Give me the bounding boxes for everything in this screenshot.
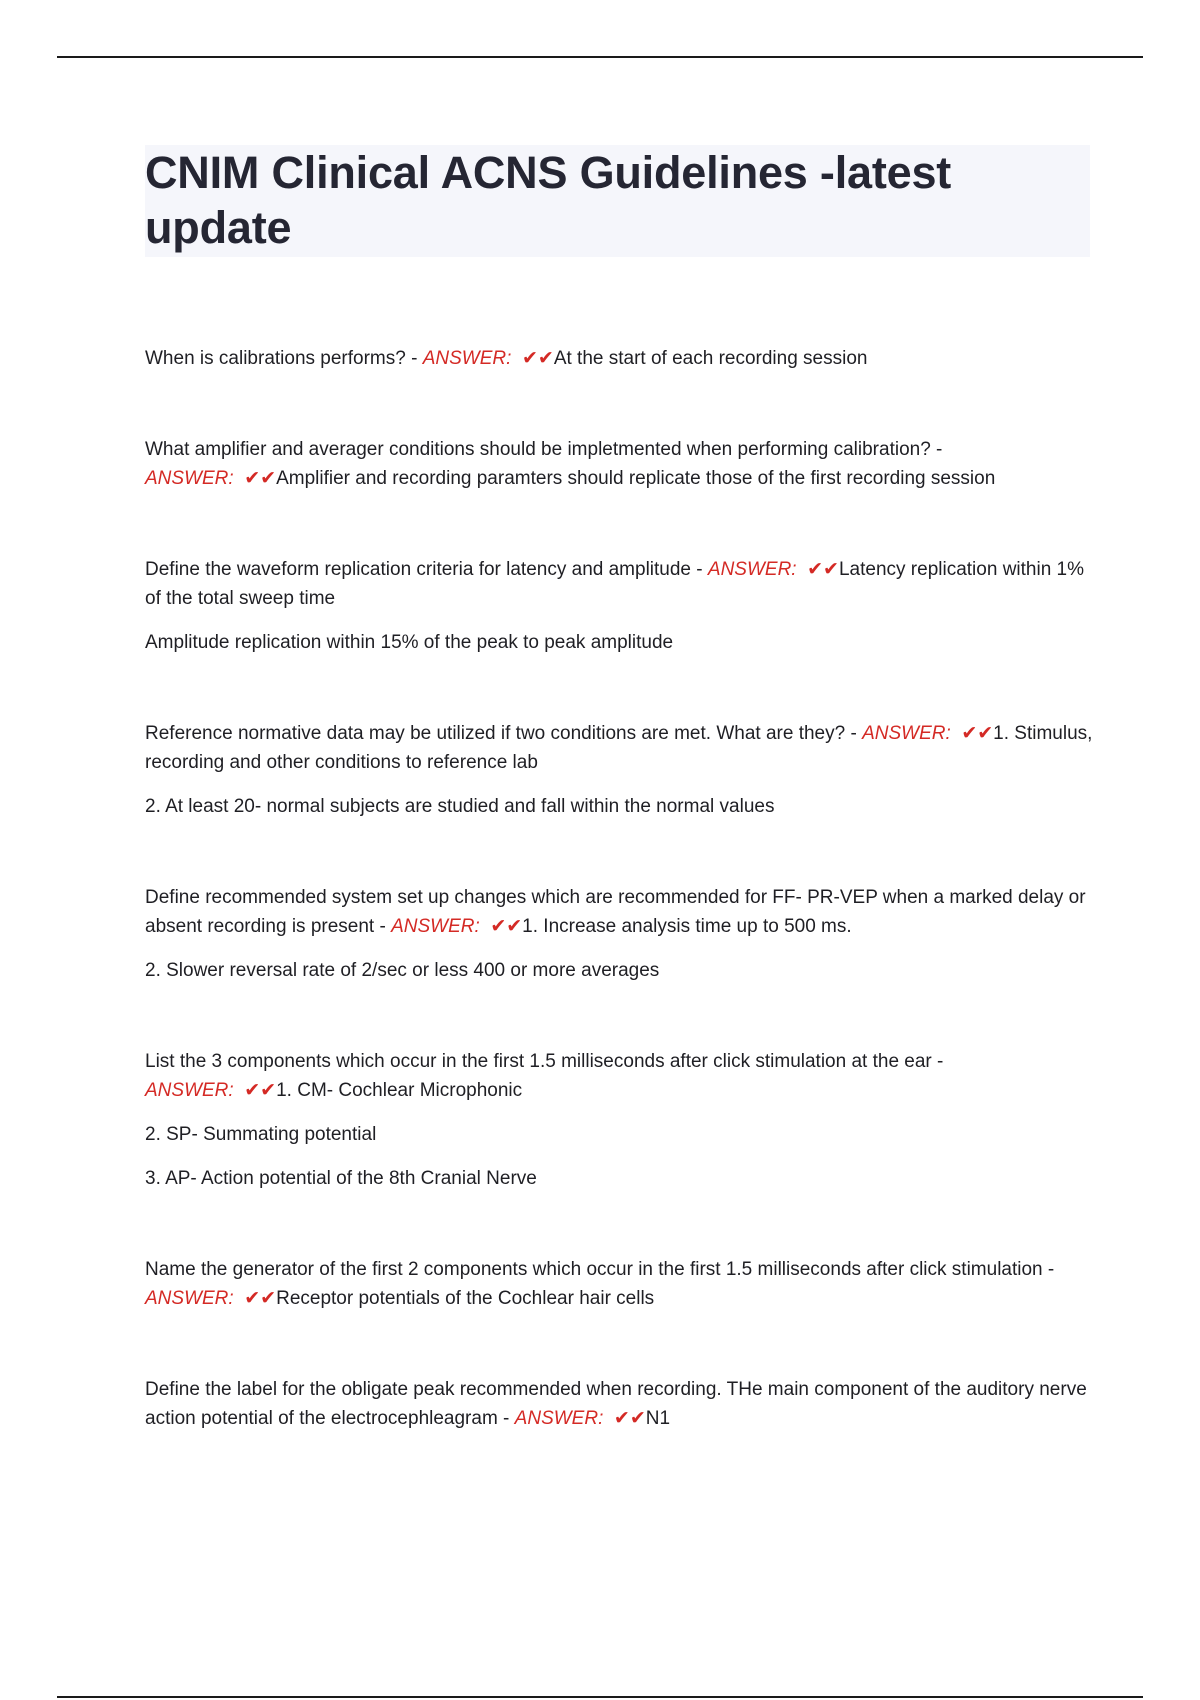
question-text: List the 3 components which occur in the first 1.5 milliseconds after click stimulation at the ear — [145, 1051, 932, 1072]
qa-question-answer — [145, 883, 1095, 941]
question-text: What amplifier and averager conditions should be impletmented when performing calibration? — [145, 439, 931, 460]
answer-continuation: Amplitude replication within 15% of the peak to peak amplitude — [145, 632, 674, 653]
top-divider — [57, 56, 1143, 58]
separator: - — [845, 723, 863, 744]
double-check-icon: ✔✔ — [961, 723, 994, 744]
answer-text: N1 — [645, 1408, 671, 1429]
answer-text: 1. Stimulus, recording and other conditions to reference lab — [145, 723, 1093, 773]
question-text: Define the label for the obligate peak recommended when recording. THe main component of the auditory nerve action potential of the electrocephleagram — [145, 1379, 1087, 1429]
separator: - — [931, 1051, 944, 1072]
question-text: Name the generator of the first 2 components which occur in the first 1.5 milliseconds after click stimulation — [145, 1259, 1043, 1280]
bottom-divider — [57, 1696, 1143, 1698]
separator: - — [691, 559, 708, 580]
title-banner — [145, 145, 1090, 257]
separator: - — [1042, 1259, 1055, 1280]
document-title: CNIM Clinical ACNS Guidelines -latest update — [145, 147, 952, 253]
answer-continuation: 3. AP- Action potential of the 8th Cranial Nerve — [145, 1168, 537, 1189]
separator: - — [405, 348, 423, 369]
qa-item — [145, 344, 1095, 373]
double-check-icon: ✔✔ — [244, 1288, 277, 1309]
answer-text: Receptor potentials of the Cochlear hair cells — [276, 1288, 655, 1309]
qa-item — [145, 1375, 1095, 1433]
double-check-icon: ✔✔ — [244, 468, 277, 489]
double-check-icon: ✔✔ — [244, 1080, 277, 1101]
question-text: Define recommended system set up changes which are recommended for FF- PR-VEP when a marked delay or absent recording is present — [145, 887, 1086, 937]
qa-item — [145, 555, 1095, 657]
answer-text: 1. Increase analysis time up to 500 ms. — [522, 916, 852, 937]
double-check-icon: ✔✔ — [807, 559, 839, 580]
double-check-icon: ✔✔ — [521, 348, 554, 369]
answer-text: At the start of each recording session — [553, 348, 868, 369]
answer-continuation: 2. Slower reversal rate of 2/sec or less 400 or more averages — [145, 960, 660, 981]
answer-label: ANSWER: — [422, 348, 512, 369]
answer-label: ANSWER: — [145, 1080, 234, 1101]
question-text: Define the waveform replication criteria for latency and amplitude — [145, 559, 691, 580]
qa-list — [145, 344, 1095, 1495]
qa-question-answer — [145, 555, 1095, 613]
qa-item — [145, 719, 1095, 821]
separator: - — [930, 439, 943, 460]
question-text: When is calibrations performs? — [145, 348, 406, 369]
answer-label: ANSWER: — [514, 1408, 604, 1429]
answer-label: ANSWER: — [391, 916, 480, 937]
answer-label: ANSWER: — [862, 723, 951, 744]
qa-item — [145, 1255, 1095, 1313]
answer-text: Latency replication within 1% of the total sweep time — [145, 559, 1085, 609]
qa-question-answer — [145, 719, 1095, 777]
answer-text: Amplifier and recording paramters should replicate those of the first recording session — [276, 468, 996, 489]
answer-label: ANSWER: — [707, 559, 797, 580]
double-check-icon: ✔✔ — [490, 916, 523, 937]
qa-question-answer — [145, 344, 1095, 373]
qa-question-answer — [145, 435, 1095, 493]
double-check-icon: ✔✔ — [613, 1408, 646, 1429]
answer-continuation: 2. SP- Summating potential — [145, 1124, 377, 1145]
answer-continuation: 2. At least 20- normal subjects are studied and fall within the normal values — [145, 796, 775, 817]
qa-question-answer — [145, 1255, 1095, 1313]
qa-item — [145, 1047, 1095, 1193]
qa-item — [145, 883, 1095, 985]
answer-label: ANSWER: — [145, 468, 234, 489]
qa-item — [145, 435, 1095, 493]
separator: - — [497, 1408, 515, 1429]
answer-text: 1. CM- Cochlear Microphonic — [276, 1080, 523, 1101]
qa-question-answer — [145, 1375, 1095, 1433]
question-text: Reference normative data may be utilized if two conditions are met. What are they? — [145, 723, 846, 744]
qa-question-answer — [145, 1047, 1095, 1105]
separator: - — [374, 916, 392, 937]
answer-label: ANSWER: — [145, 1288, 234, 1309]
